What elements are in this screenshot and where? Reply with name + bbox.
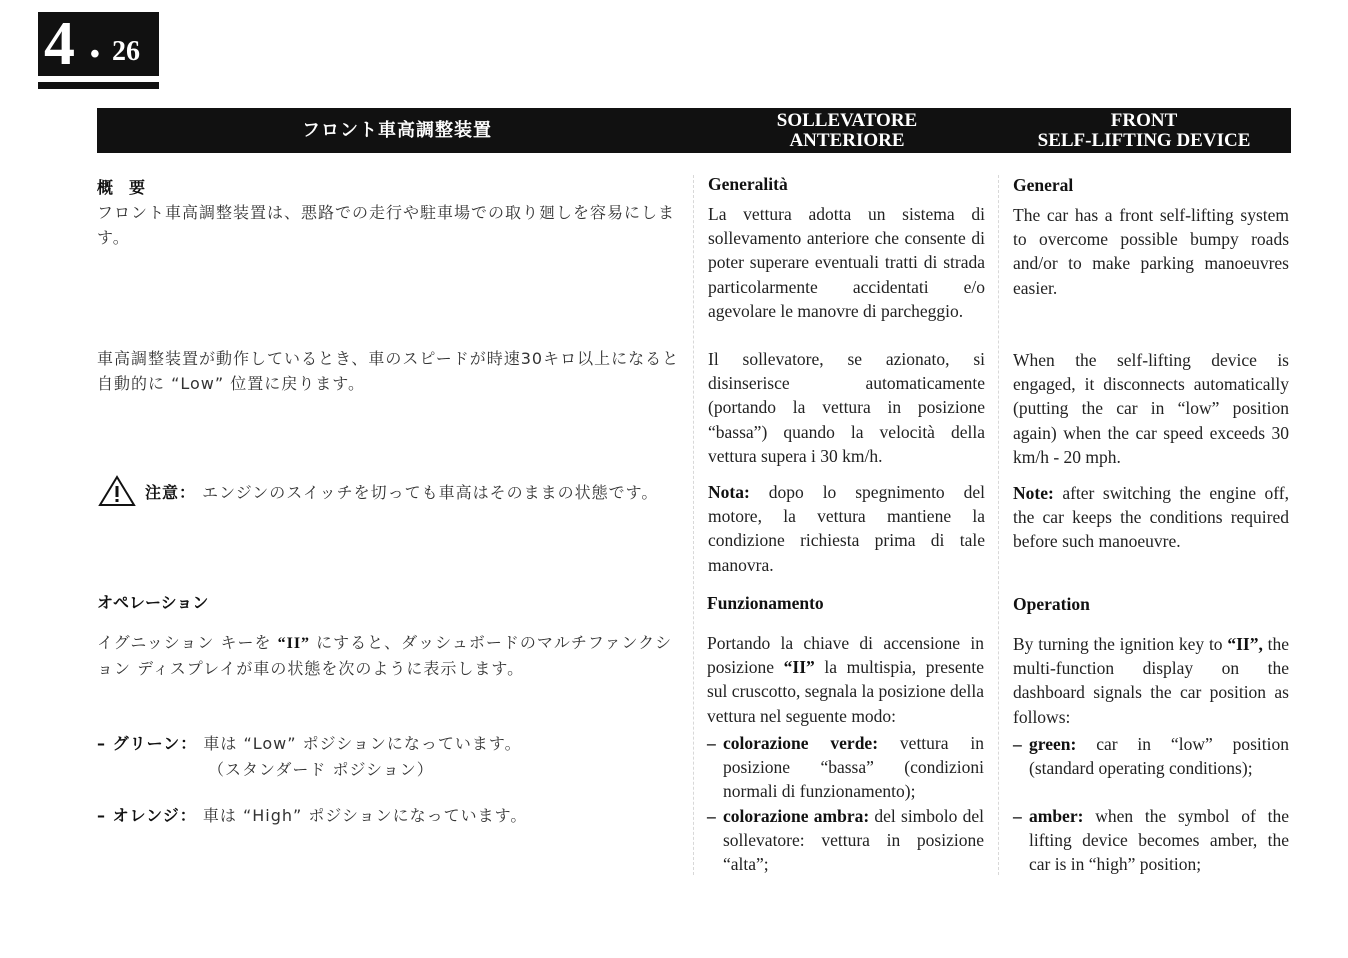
jp-operation-text-2: にすると、ダッシュボードのマルチファンクション ディスプレイが車の状態を次のように表示します。	[97, 633, 673, 678]
en-green-text: car in “low” position (standard operating conditions);	[1029, 734, 1290, 779]
en-amber-label: amber:	[1029, 806, 1084, 826]
it-green-text: vettura in posizione “bassa” (condizioni normali di funzionamento);	[723, 733, 985, 802]
jp-green-sub: （スタンダード ポジション）	[208, 760, 434, 779]
jp-green-label: – グリーン：	[97, 734, 198, 753]
it-amber-text: del simbolo del sollevatore: vettura in posizione “alta”;	[723, 806, 985, 875]
en-green-label: green:	[1029, 734, 1077, 754]
en-amber-dash: –	[1013, 806, 1022, 826]
en-operation-key: “II”,	[1227, 634, 1263, 654]
en-amber-text: when the symbol of the lifting device becomes amber, the car is in “high” position;	[1029, 806, 1290, 875]
en-green-dash: –	[1013, 734, 1022, 754]
it-note	[708, 480, 985, 577]
en-amber-item	[1013, 804, 1289, 877]
warning-triangle-icon	[97, 474, 137, 508]
chapter-dot: •	[90, 39, 100, 70]
it-operation-title: Funzionamento	[707, 593, 824, 613]
it-general-text: La vettura adotta un sistema di sollevamento anteriore che consente di poter superare eventuali tratti di strada particolarmente accidentati e/o agevolare le manovre di parcheggio.	[708, 204, 985, 321]
en-note	[1013, 481, 1289, 554]
jp-orange-item	[97, 803, 682, 828]
it-operation-text-2: la multispia, presente sul cruscotto, segnala la posizione della vettura nel seguente modo:	[707, 657, 985, 726]
section-header-bar	[97, 108, 1291, 153]
it-operation-key: “II”	[783, 657, 815, 678]
it-amber-label: colorazione ambra:	[723, 806, 870, 826]
it-green-label: colorazione verde:	[723, 733, 879, 753]
en-note-label: Note:	[1013, 483, 1054, 503]
jp-orange-label: – オレンジ：	[97, 806, 197, 825]
en-green-item	[1013, 732, 1289, 780]
header-jp: フロント車高調整装置	[302, 119, 492, 141]
it-speed-text: Il sollevatore, se azionato, si disinserisce automaticamente (portando la vettura in posizione “bassa”) quando la velocità della vettura supera i 30 km/h.	[708, 349, 985, 466]
header-it-line1: SOLLEVATORE	[776, 109, 918, 131]
header-en	[997, 108, 1291, 153]
header-en-line2: SELF-LIFTING DEVICE	[1037, 129, 1251, 151]
en-operation-text-2: the multi-function display on the dashboard signals the car position as follows:	[1013, 634, 1290, 727]
en-operation-title: Operation	[1013, 594, 1090, 614]
jp-note-text: エンジンのスイッチを切っても車高はそのままの状態です。	[202, 483, 659, 502]
jp-note-label: 注意：	[145, 483, 197, 502]
jp-note	[145, 480, 685, 505]
en-general-title: General	[1013, 175, 1074, 195]
chapter-marker	[38, 12, 159, 76]
it-green-item	[707, 731, 984, 804]
it-green-dash: –	[707, 733, 716, 753]
jp-orange-text: 車は “High” ポジションになっています。	[202, 806, 528, 825]
en-general-text: The car has a front self-lifting system to overcome possible bumpy roads and/or to make parking manoeuvres easier.	[1013, 205, 1289, 298]
chapter-number: 4	[44, 10, 75, 78]
column-divider	[693, 175, 694, 875]
it-amber-item	[707, 804, 984, 877]
jp-operation-text	[97, 630, 682, 681]
it-operation-text	[707, 631, 984, 728]
jp-operation-text-1: イグニッション キーを	[97, 633, 272, 652]
jp-general-title: 概 要	[97, 178, 146, 197]
jp-green-text: 車は “Low” ポジションになっています。	[203, 734, 522, 753]
jp-operation-title: オペレーション	[97, 593, 209, 612]
header-en-line1: FRONT	[1110, 109, 1178, 131]
jp-operation-key: “II”	[277, 635, 311, 652]
page-number: 26	[112, 36, 140, 67]
jp-green-item	[97, 731, 682, 756]
en-note-text: after switching the engine off, the car keeps the conditions required before such manoeuvre.	[1013, 483, 1289, 552]
header-it-line2: ANTERIORE	[789, 129, 905, 151]
jp-speed-text: 車高調整装置が動作しているとき、車のスピードが時速30キロ以上になると自動的に “Low” 位置に戻ります。	[97, 349, 680, 393]
column-divider	[998, 175, 999, 875]
en-operation-text-1: By turning the ignition key to	[1013, 634, 1223, 654]
en-speed-text: When the self-lifting device is engaged, it disconnects automatically (putting the car in “low” position again) when the car speed exceeds 30 km/h - 20 mph.	[1013, 350, 1289, 467]
it-note-label: Nota:	[708, 482, 750, 502]
it-amber-dash: –	[707, 806, 716, 826]
en-operation-text	[1013, 632, 1289, 729]
it-general-title: Generalità	[708, 174, 788, 194]
chapter-rule	[38, 82, 159, 89]
header-it	[707, 108, 987, 153]
it-note-text: dopo lo spegnimento del motore, la vettura mantiene la condizione richiesta prima di tale manovra.	[708, 482, 985, 575]
it-operation-text-1: Portando la chiave di accensione in posizione	[707, 633, 984, 678]
jp-general-text: フロント車高調整装置は、悪路での走行や駐車場での取り廻しを容易にします。	[97, 203, 676, 247]
